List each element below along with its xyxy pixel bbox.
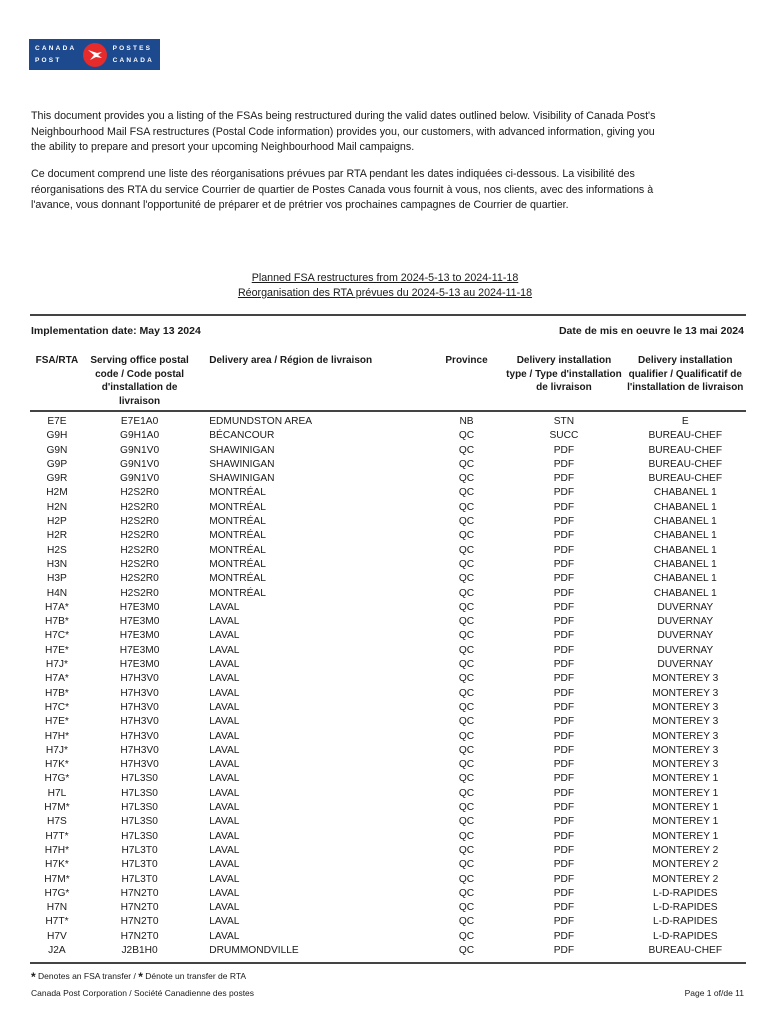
table-row	[30, 858, 746, 872]
cell-delivery-area: LAVAL	[209, 930, 240, 942]
cell-delivery-area: MONTRÉAL	[209, 530, 266, 542]
cell-installation-type: PDF	[553, 687, 575, 699]
cell-installation-qualifier: MONTEREY 2	[652, 859, 719, 871]
cell-installation-qualifier: DUVERNAY	[657, 601, 714, 613]
cell-delivery-area: LAVAL	[209, 659, 240, 671]
cell-serving-office: H7L3T0	[121, 873, 158, 885]
cell-serving-office: H7L3S0	[121, 802, 158, 814]
cell-province: QC	[458, 844, 475, 856]
cell-installation-qualifier: CHABANEL 1	[653, 516, 717, 528]
cell-fsa: H7H*	[44, 844, 70, 856]
table-row	[30, 629, 746, 643]
header-serving-office: Serving office postal code / Code postal d'installation de livraison	[84, 354, 195, 411]
cell-serving-office: H7L3S0	[121, 830, 158, 842]
logo-postes-text: POSTES	[112, 44, 153, 52]
cell-serving-office: H7N2T0	[120, 930, 159, 942]
cell-delivery-area: LAVAL	[209, 873, 240, 885]
cell-fsa: H7G*	[44, 773, 70, 785]
table-row	[30, 873, 746, 887]
cell-installation-type: PDF	[553, 544, 575, 556]
cell-fsa: H3P	[47, 573, 67, 585]
cell-serving-office: H2S2R0	[120, 487, 159, 499]
cell-installation-qualifier: MONTEREY 1	[652, 787, 719, 799]
cell-installation-qualifier: MONTEREY 3	[652, 759, 719, 771]
cell-fsa: H7C*	[44, 701, 70, 713]
table-row	[30, 615, 746, 629]
cell-fsa: H4N	[46, 587, 68, 599]
cell-installation-type: PDF	[553, 444, 575, 456]
logo-text-french	[113, 44, 154, 66]
cell-fsa: G9P	[46, 458, 68, 470]
cell-fsa: H7B*	[45, 616, 69, 628]
cell-installation-type: PDF	[553, 530, 575, 542]
cell-delivery-area: LAVAL	[209, 902, 240, 914]
cell-delivery-area: LAVAL	[209, 701, 240, 713]
cell-delivery-area: BÉCANCOUR	[209, 430, 275, 442]
cell-serving-office: H7N2T0	[120, 916, 159, 928]
cell-fsa: H7S	[47, 816, 67, 828]
cell-installation-type: PDF	[553, 744, 575, 756]
cell-installation-type: PDF	[553, 616, 575, 628]
cell-province: QC	[458, 573, 475, 585]
cell-serving-office: G9N1V0	[120, 473, 160, 485]
cell-serving-office: H2S2R0	[120, 501, 159, 513]
cell-installation-type: PDF	[553, 458, 575, 470]
cell-installation-qualifier: L-D-RAPIDES	[653, 930, 718, 942]
page-number: Page 1 of/de 11	[684, 988, 744, 998]
cell-installation-qualifier: MONTEREY 3	[652, 716, 719, 728]
cell-serving-office: H7H3V0	[120, 687, 159, 699]
cell-installation-qualifier: CHABANEL 1	[653, 558, 717, 570]
table-row	[30, 701, 746, 715]
canada-post-logo	[29, 39, 160, 70]
cell-installation-qualifier: MONTEREY 1	[652, 773, 719, 785]
cell-serving-office: H7H3V0	[120, 673, 159, 685]
cell-province: NB	[459, 416, 474, 427]
cell-province: QC	[458, 687, 475, 699]
table-row	[30, 529, 746, 543]
header-installation-qualifier: Delivery installation qualifier / Qualificatif de l'installation de livraison	[625, 354, 746, 411]
cell-delivery-area: LAVAL	[209, 744, 240, 756]
cell-serving-office: G9N1V0	[120, 458, 160, 470]
cell-serving-office: G9H1A0	[120, 430, 160, 442]
cell-delivery-area: MONTRÉAL	[209, 501, 266, 513]
asterisk-marker: *	[138, 970, 143, 984]
cell-fsa: H7L	[47, 787, 67, 799]
cell-installation-type: PDF	[553, 516, 575, 528]
cell-province: QC	[458, 759, 475, 771]
cell-serving-office: H7N2T0	[120, 902, 159, 914]
cell-installation-type: PDF	[553, 902, 575, 914]
cell-delivery-area: LAVAL	[209, 859, 240, 871]
cell-fsa: H2N	[46, 501, 68, 513]
cell-installation-type: PDF	[553, 730, 575, 742]
cell-fsa: H7H*	[44, 730, 70, 742]
table-row	[30, 411, 746, 429]
cell-fsa: H2M	[46, 487, 68, 499]
cell-province: QC	[458, 601, 475, 613]
cell-fsa: H7A*	[45, 673, 69, 685]
cell-installation-type: PDF	[553, 701, 575, 713]
cell-delivery-area: SHAWINIGAN	[209, 473, 275, 485]
cell-fsa: H7E*	[45, 644, 69, 656]
top-divider	[30, 314, 746, 316]
cell-delivery-area: LAVAL	[209, 773, 240, 785]
cell-province: QC	[458, 458, 475, 470]
cell-serving-office: E7E1A0	[120, 416, 159, 427]
cell-delivery-area: LAVAL	[209, 687, 240, 699]
cell-installation-qualifier: DUVERNAY	[657, 616, 714, 628]
table-row	[30, 658, 746, 672]
table-row	[30, 901, 746, 915]
table-row	[30, 544, 746, 558]
cell-fsa: H2P	[47, 516, 67, 528]
cell-installation-qualifier: CHABANEL 1	[653, 544, 717, 556]
cell-fsa: H7N	[46, 902, 68, 914]
table-row	[30, 772, 746, 786]
table-row	[30, 758, 746, 772]
title-english: Planned FSA restructures from 2024-5-13 to 2024-11-18	[251, 272, 519, 284]
cell-province: QC	[458, 558, 475, 570]
cell-fsa: H7T*	[45, 916, 69, 928]
cell-fsa: H7C*	[44, 630, 70, 642]
cell-installation-qualifier: DUVERNAY	[657, 630, 714, 642]
cell-province: QC	[458, 644, 475, 656]
cell-installation-type: SUCC	[549, 430, 579, 442]
cell-fsa: H7B*	[45, 687, 69, 699]
cell-fsa: H2R	[46, 530, 68, 542]
cell-fsa: H7K*	[45, 859, 69, 871]
cell-fsa: H7A*	[45, 601, 69, 613]
cell-installation-type: PDF	[553, 601, 575, 613]
logo-canada-fr-text: CANADA	[112, 56, 154, 64]
fsa-restructure-table	[30, 354, 746, 962]
cell-installation-type: PDF	[553, 487, 575, 499]
cell-fsa: G9R	[46, 473, 68, 485]
cell-province: QC	[458, 944, 475, 956]
cell-serving-office: H2S2R0	[120, 587, 159, 599]
logo-text-english	[35, 44, 76, 66]
cell-delivery-area: LAVAL	[209, 816, 240, 828]
table-row	[30, 815, 746, 829]
cell-fsa: J2A	[48, 944, 66, 956]
cell-delivery-area: LAVAL	[209, 716, 240, 728]
cell-province: QC	[458, 701, 475, 713]
header-installation-type: Delivery installation type / Type d'installation de livraison	[503, 354, 624, 411]
cell-province: QC	[458, 930, 475, 942]
cell-delivery-area: MONTRÉAL	[209, 573, 266, 585]
table-row	[30, 672, 746, 686]
cell-installation-type: PDF	[553, 644, 575, 656]
table-row	[30, 730, 746, 744]
cell-serving-office: H7E3M0	[119, 601, 160, 613]
table-row	[30, 587, 746, 601]
cell-serving-office: G9N1V0	[120, 444, 160, 456]
cell-installation-type: PDF	[553, 673, 575, 685]
cell-installation-type: PDF	[553, 873, 575, 885]
cell-installation-qualifier: CHABANEL 1	[653, 487, 717, 499]
cell-fsa: G9H	[46, 430, 68, 442]
cell-installation-qualifier: DUVERNAY	[657, 644, 714, 656]
cell-province: QC	[458, 787, 475, 799]
cell-delivery-area: LAVAL	[209, 787, 240, 799]
cell-province: QC	[458, 630, 475, 642]
table-row	[30, 915, 746, 929]
cell-delivery-area: LAVAL	[209, 601, 240, 613]
table-header-row	[30, 354, 746, 411]
cell-installation-qualifier: MONTEREY 3	[652, 673, 719, 685]
implementation-date-english: Implementation date: May 13 2024	[31, 325, 201, 337]
table-row	[30, 715, 746, 729]
cell-serving-office: H7L3T0	[121, 844, 158, 856]
cell-delivery-area: MONTRÉAL	[209, 487, 266, 499]
implementation-date-french: Date de mis en oeuvre le 13 mai 2024	[558, 325, 744, 337]
cell-serving-office: H2S2R0	[120, 530, 159, 542]
cell-installation-type: PDF	[553, 930, 575, 942]
cell-fsa: H7K*	[45, 759, 69, 771]
cell-fsa: H2S	[47, 544, 67, 556]
cell-fsa: H7J*	[45, 744, 68, 756]
cell-province: QC	[458, 430, 475, 442]
cell-serving-office: H7E3M0	[119, 630, 160, 642]
cell-serving-office: H2S2R0	[120, 516, 159, 528]
cell-province: QC	[458, 659, 475, 671]
cell-installation-type: PDF	[553, 558, 575, 570]
asterisk-marker: *	[31, 970, 36, 984]
footer-organization: Canada Post Corporation / Société Canadienne des postes	[31, 988, 255, 998]
cell-serving-office: H7N2T0	[120, 887, 159, 899]
cell-installation-type: PDF	[553, 630, 575, 642]
table-body	[30, 411, 746, 962]
header-delivery-area: Delivery area / Région de livraison	[195, 354, 429, 411]
cell-province: QC	[458, 444, 475, 456]
cell-serving-office: J2B1H0	[121, 944, 158, 956]
cell-fsa: H3N	[46, 558, 68, 570]
cell-installation-qualifier: CHABANEL 1	[653, 573, 717, 585]
cell-delivery-area: MONTRÉAL	[209, 558, 266, 570]
cell-delivery-area: MONTRÉAL	[209, 587, 266, 599]
cell-installation-qualifier: E	[681, 416, 689, 427]
cell-delivery-area: LAVAL	[209, 730, 240, 742]
cell-province: QC	[458, 873, 475, 885]
cell-serving-office: H7E3M0	[119, 616, 160, 628]
cell-installation-type: PDF	[553, 587, 575, 599]
cell-serving-office: H7E3M0	[119, 644, 160, 656]
cell-installation-qualifier: MONTEREY 2	[652, 873, 719, 885]
cell-delivery-area: LAVAL	[209, 630, 240, 642]
cell-delivery-area: LAVAL	[209, 844, 240, 856]
cell-delivery-area: LAVAL	[209, 830, 240, 842]
cell-delivery-area: LAVAL	[209, 887, 240, 899]
cell-installation-qualifier: MONTEREY 3	[652, 730, 719, 742]
table-row	[30, 930, 746, 944]
table-row	[30, 644, 746, 658]
footnote-english: Denotes an FSA transfer /	[38, 971, 139, 981]
bottom-divider	[30, 962, 746, 964]
cell-installation-type: PDF	[553, 716, 575, 728]
cell-province: QC	[458, 830, 475, 842]
cell-installation-qualifier: BUREAU-CHEF	[648, 444, 723, 456]
logo-canada-text: CANADA	[35, 44, 77, 52]
cell-installation-qualifier: DUVERNAY	[657, 659, 714, 671]
cell-fsa: E7E	[47, 416, 67, 427]
table-row	[30, 472, 746, 486]
cell-province: QC	[458, 744, 475, 756]
cell-installation-qualifier: MONTEREY 3	[652, 701, 719, 713]
cell-serving-office: H7H3V0	[120, 730, 159, 742]
cell-province: QC	[458, 716, 475, 728]
cell-installation-type: PDF	[553, 816, 575, 828]
cell-installation-type: PDF	[553, 573, 575, 585]
cell-serving-office: H7H3V0	[120, 701, 159, 713]
cell-serving-office: H7L3T0	[121, 859, 158, 871]
cell-province: QC	[458, 773, 475, 785]
cell-installation-qualifier: CHABANEL 1	[653, 501, 717, 513]
table-row	[30, 444, 746, 458]
cell-installation-type: PDF	[553, 659, 575, 671]
table-row	[30, 458, 746, 472]
table-row	[30, 558, 746, 572]
cell-province: QC	[458, 516, 475, 528]
cell-fsa: H7V	[47, 930, 67, 942]
cell-province: QC	[458, 587, 475, 599]
cell-fsa: G9N	[46, 444, 68, 456]
cell-delivery-area: LAVAL	[209, 759, 240, 771]
cell-installation-type: STN	[553, 416, 575, 427]
bird-wing-icon	[83, 43, 107, 67]
cell-province: QC	[458, 816, 475, 828]
table-row	[30, 572, 746, 586]
cell-installation-qualifier: MONTEREY 1	[652, 802, 719, 814]
cell-province: QC	[458, 616, 475, 628]
cell-serving-office: H7H3V0	[120, 744, 159, 756]
cell-installation-qualifier: CHABANEL 1	[653, 530, 717, 542]
cell-serving-office: H7H3V0	[120, 716, 159, 728]
cell-installation-qualifier: BUREAU-CHEF	[648, 430, 723, 442]
cell-serving-office: H2S2R0	[120, 544, 159, 556]
cell-province: QC	[458, 544, 475, 556]
cell-province: QC	[458, 902, 475, 914]
intro-english: This document provides you a listing of the FSAs being restructured during the valid dates outlined below. Visibility of Canada Post's Neighbourhood Mail FSA restructures (Postal Code information) provides you, our customers, with advanced information, giving you the ability to prepare and presort your upcoming Neighbourhood Mail campaigns.	[31, 110, 656, 153]
cell-delivery-area: EDMUNDSTON AREA	[209, 416, 313, 427]
cell-installation-type: PDF	[553, 830, 575, 842]
cell-province: QC	[458, 530, 475, 542]
document-titles	[0, 271, 770, 301]
cell-province: QC	[458, 473, 475, 485]
cell-delivery-area: LAVAL	[209, 644, 240, 656]
cell-installation-type: PDF	[553, 501, 575, 513]
cell-province: QC	[458, 802, 475, 814]
cell-installation-qualifier: BUREAU-CHEF	[648, 473, 723, 485]
cell-delivery-area: MONTRÉAL	[209, 544, 266, 556]
cell-delivery-area: LAVAL	[209, 916, 240, 928]
cell-installation-qualifier: MONTEREY 3	[652, 687, 719, 699]
cell-fsa: H7G*	[44, 887, 70, 899]
cell-installation-qualifier: L-D-RAPIDES	[653, 887, 718, 899]
intro-french: Ce document comprend une liste des réorganisations prévues par RTA pendant les dates indiquées ci-dessous. La visibilité des réorganisations des RTA du service Courrier de quartier de Postes Canada vous fournit à vous, nos clients, avec des informations à l'avance, vous donnant l'opportunité de préparer et de prétrier vos prochaines campagnes de Courrier de quartier.	[31, 168, 654, 211]
cell-serving-office: H7E3M0	[119, 659, 160, 671]
cell-installation-type: PDF	[553, 916, 575, 928]
cell-fsa: H7E*	[45, 716, 69, 728]
cell-delivery-area: LAVAL	[209, 802, 240, 814]
table-row	[30, 687, 746, 701]
cell-fsa: H7J*	[45, 659, 68, 671]
cell-installation-type: PDF	[553, 859, 575, 871]
cell-serving-office: H7L3S0	[121, 787, 158, 799]
table-row	[30, 744, 746, 758]
footnote	[31, 970, 246, 984]
table-row	[30, 601, 746, 615]
cell-delivery-area: DRUMMONDVILLE	[209, 944, 299, 956]
header-fsa: FSA/RTA	[30, 354, 84, 411]
cell-installation-qualifier: L-D-RAPIDES	[653, 902, 718, 914]
cell-installation-type: PDF	[553, 473, 575, 485]
cell-installation-type: PDF	[553, 944, 575, 956]
table-row	[30, 501, 746, 515]
table-row	[30, 944, 746, 962]
title-french: Réorganisation des RTA prévues du 2024-5-13 au 2024-11-18	[237, 287, 533, 299]
table-row	[30, 515, 746, 529]
cell-delivery-area: SHAWINIGAN	[209, 458, 275, 470]
cell-serving-office: H2S2R0	[120, 573, 159, 585]
cell-province: QC	[458, 673, 475, 685]
cell-serving-office: H7H3V0	[120, 759, 159, 771]
table-row	[30, 830, 746, 844]
cell-fsa: H7M*	[44, 873, 70, 885]
cell-installation-type: PDF	[553, 759, 575, 771]
cell-province: QC	[458, 887, 475, 899]
cell-delivery-area: SHAWINIGAN	[209, 444, 275, 456]
table-row	[30, 486, 746, 500]
header-province: Province	[430, 354, 504, 411]
cell-installation-type: PDF	[553, 773, 575, 785]
cell-serving-office: H2S2R0	[120, 558, 159, 570]
cell-province: QC	[458, 730, 475, 742]
table-row	[30, 887, 746, 901]
cell-installation-qualifier: MONTEREY 3	[652, 744, 719, 756]
footnote-french: Dénote un transfer de RTA	[145, 971, 247, 981]
cell-installation-qualifier: L-D-RAPIDES	[653, 916, 718, 928]
cell-province: QC	[458, 859, 475, 871]
cell-province: QC	[458, 487, 475, 499]
table-row	[30, 801, 746, 815]
cell-installation-type: PDF	[553, 787, 575, 799]
cell-installation-qualifier: MONTEREY 2	[652, 844, 719, 856]
cell-serving-office: H7L3S0	[121, 773, 158, 785]
cell-installation-type: PDF	[553, 802, 575, 814]
cell-serving-office: H7L3S0	[121, 816, 158, 828]
cell-installation-qualifier: BUREAU-CHEF	[648, 944, 723, 956]
logo-post-text: POST	[35, 56, 62, 64]
cell-province: QC	[458, 501, 475, 513]
cell-installation-qualifier: MONTEREY 1	[652, 830, 719, 842]
cell-province: QC	[458, 916, 475, 928]
cell-installation-type: PDF	[553, 844, 575, 856]
cell-installation-qualifier: MONTEREY 1	[652, 816, 719, 828]
cell-installation-type: PDF	[553, 887, 575, 899]
cell-installation-qualifier: CHABANEL 1	[653, 587, 717, 599]
cell-installation-qualifier: BUREAU-CHEF	[648, 458, 723, 470]
table-row	[30, 429, 746, 443]
cell-fsa: H7M*	[44, 802, 70, 814]
cell-delivery-area: LAVAL	[209, 673, 240, 685]
cell-delivery-area: MONTRÉAL	[209, 516, 266, 528]
table-row	[30, 787, 746, 801]
cell-delivery-area: LAVAL	[209, 616, 240, 628]
cell-fsa: H7T*	[45, 830, 69, 842]
table-row	[30, 844, 746, 858]
